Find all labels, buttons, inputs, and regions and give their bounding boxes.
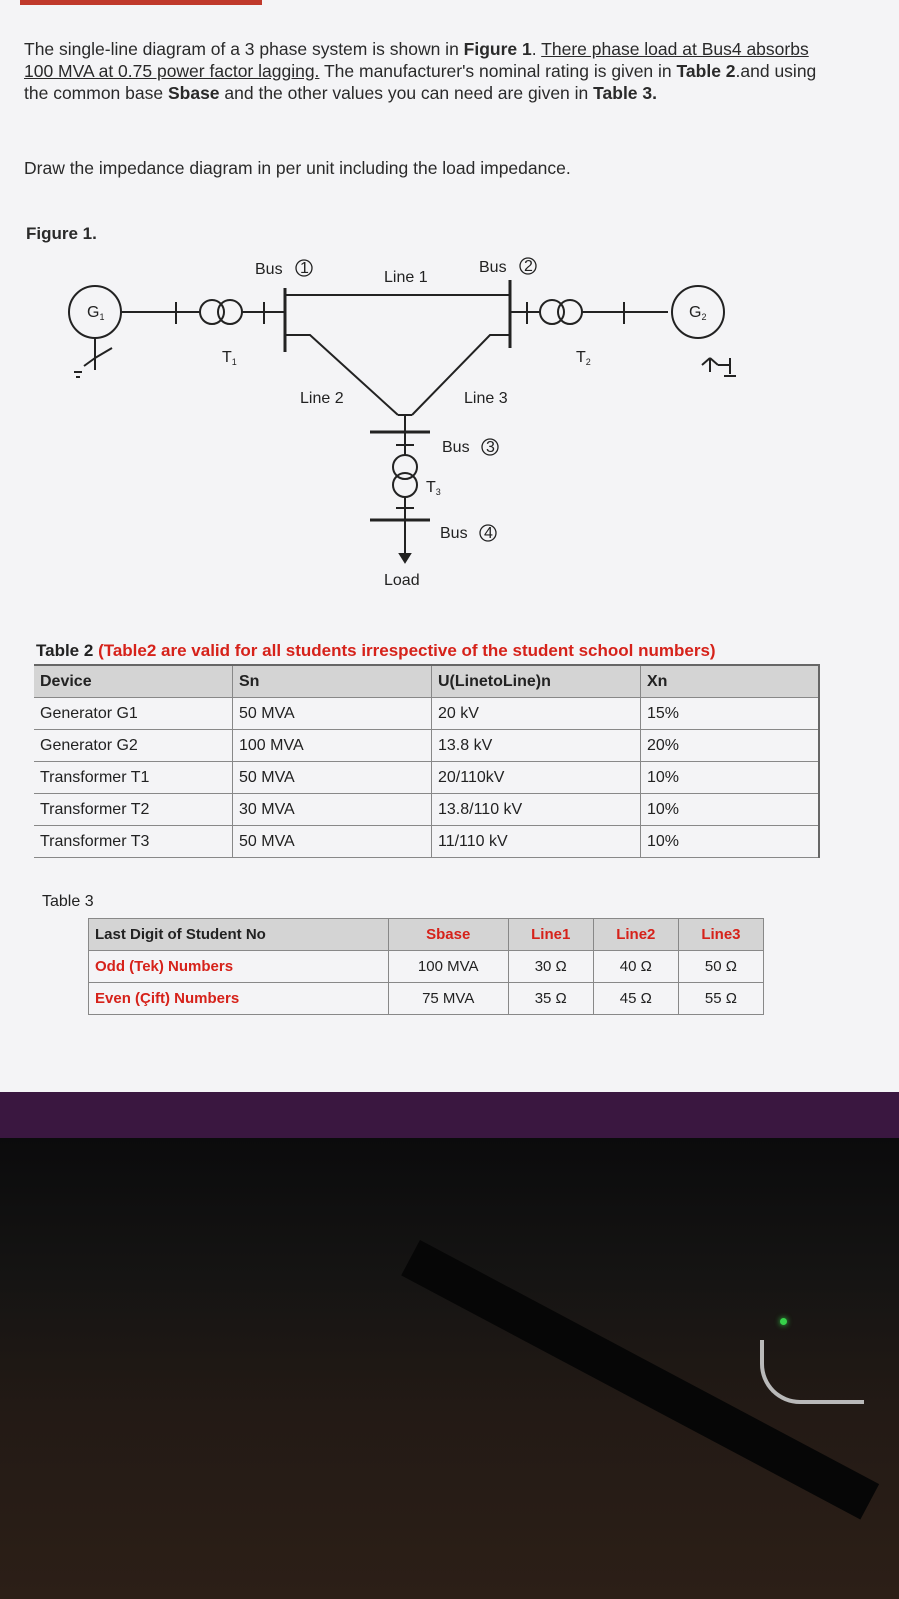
table-cell: 35 Ω	[508, 983, 593, 1015]
table-header: Device	[34, 665, 233, 698]
table-cell: 50 MVA	[233, 762, 432, 794]
table-row	[34, 826, 819, 858]
bus-3-label: Bus	[442, 439, 470, 456]
table-cell: Odd (Tek) Numbers	[89, 951, 389, 983]
g1-label: G1	[87, 304, 105, 322]
figure-label: Figure 1.	[26, 224, 97, 243]
table-cell: Transformer T1	[34, 762, 233, 794]
table-cell: 100 MVA	[233, 730, 432, 762]
table-header: Sn	[233, 665, 432, 698]
load-label: Load	[384, 572, 420, 589]
single-line-diagram	[0, 240, 899, 600]
bus-2-label: Bus	[479, 259, 507, 276]
problem-statement: The single-line diagram of a 3 phase system is shown in Figure 1. There phase load at Bus4 absorbs 100 MVA at 0.75 power factor lagging. The manufacturer's nominal rating is given in Table 2.and using the common base Sbase and the other values you can need are given in Table 3.	[24, 39, 817, 103]
table-row	[34, 730, 819, 762]
table-cell: 20%	[641, 730, 820, 762]
table-cell: Generator G1	[34, 698, 233, 730]
table-cell: 100 MVA	[388, 951, 508, 983]
cropped-heading	[0, 0, 899, 14]
monitor-bezel	[0, 1092, 899, 1138]
table-cell: 40 Ω	[593, 951, 678, 983]
table-cell: 55 Ω	[678, 983, 763, 1015]
table-cell: 50 Ω	[678, 951, 763, 983]
table-row	[34, 762, 819, 794]
table-header: Line1	[508, 919, 593, 951]
heading-underline	[20, 0, 262, 5]
table-cell: 15%	[641, 698, 820, 730]
table-cell: Generator G2	[34, 730, 233, 762]
table-cell: 13.8/110 kV	[432, 794, 641, 826]
table-cell: 20 kV	[432, 698, 641, 730]
table-cell: 13.8 kV	[432, 730, 641, 762]
bus-1-number: 1	[300, 260, 309, 277]
bus-3-number: 3	[486, 439, 495, 456]
task-instruction: Draw the impedance diagram in per unit including the load impedance.	[24, 158, 571, 178]
bus-2-number: 2	[524, 258, 533, 275]
table-row	[89, 951, 764, 983]
table-row	[89, 983, 764, 1015]
table-header: Last Digit of Student No	[89, 919, 389, 951]
table-cell: 10%	[641, 762, 820, 794]
table-row	[34, 698, 819, 730]
bus-1-label: Bus	[255, 261, 283, 278]
bus-4-label: Bus	[440, 525, 468, 542]
table-header: Sbase	[388, 919, 508, 951]
table-cell: 50 MVA	[233, 698, 432, 730]
t3-label: T3	[426, 479, 441, 497]
table-3-title: Table 3	[42, 893, 94, 910]
bus-4-number: 4	[484, 525, 493, 542]
table-header: Line3	[678, 919, 763, 951]
power-led	[780, 1318, 787, 1325]
table-3	[88, 918, 764, 1015]
table-row	[34, 794, 819, 826]
table-header: Line2	[593, 919, 678, 951]
table-cell: Transformer T3	[34, 826, 233, 858]
t2-label: T2	[576, 349, 591, 367]
table-cell: 10%	[641, 826, 820, 858]
table-header: U(LinetoLine)n	[432, 665, 641, 698]
table-row	[34, 665, 819, 698]
table-cell: 45 Ω	[593, 983, 678, 1015]
cable	[760, 1340, 864, 1404]
table-cell: 50 MVA	[233, 826, 432, 858]
table-header: Xn	[641, 665, 820, 698]
table-cell: Even (Çift) Numbers	[89, 983, 389, 1015]
line-3-label: Line 3	[464, 390, 508, 407]
table-cell: Transformer T2	[34, 794, 233, 826]
g2-label: G2	[689, 304, 707, 322]
table-cell: 30 Ω	[508, 951, 593, 983]
line-2-label: Line 2	[300, 390, 344, 407]
table-cell: 20/110kV	[432, 762, 641, 794]
table-2	[34, 664, 820, 858]
t1-label: T1	[222, 349, 237, 367]
line-1-label: Line 1	[384, 269, 428, 286]
table-cell: 10%	[641, 794, 820, 826]
table-row	[89, 919, 764, 951]
table-cell: 75 MVA	[388, 983, 508, 1015]
table-2-title: Table 2 (Table2 are valid for all students irrespective of the student school numbers)	[36, 641, 716, 660]
table-cell: 11/110 kV	[432, 826, 641, 858]
table-cell: 30 MVA	[233, 794, 432, 826]
